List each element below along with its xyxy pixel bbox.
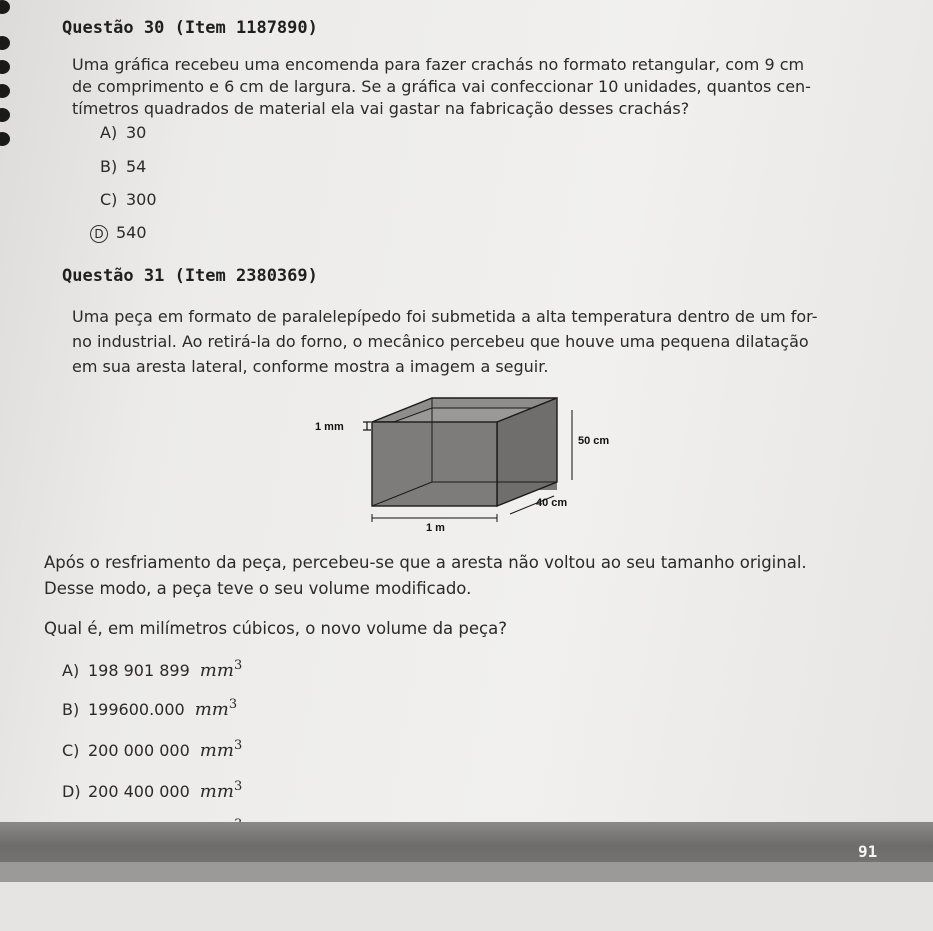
binding-hole [0,60,10,74]
question-30-title: Questão 30 (Item 1187890) [62,18,318,38]
question-30-line-2: de comprimento e 6 cm de largura. Se a gráfica vai confeccionar 10 unidades, quantos cen- [72,77,811,96]
binding-holes [0,0,20,200]
question-31-after-line-2: Desse modo, a peça teve o seu volume modificado. [44,579,472,598]
label-40cm: 40 cm [536,497,568,509]
q31-option-a[interactable] [62,658,242,681]
question-30-line-1: Uma gráfica recebeu uma encomenda para fazer crachás no formato retangular, com 9 cm [72,55,805,74]
q31-option-b[interactable] [62,697,237,720]
question-31-line-3: em sua aresta lateral, conforme mostra a imagem a seguir. [72,357,549,376]
parallelepiped-figure [310,390,630,540]
binding-hole [0,0,10,14]
option-text: 540 [116,223,147,242]
label-1m: 1 m [426,522,445,534]
option-letter: C) [100,190,118,209]
question-31-after-line-1: Após o resfriamento da peça, percebeu-se que a aresta não voltou ao seu tamanho original. [44,553,807,572]
option-letter: A) [62,661,80,680]
option-letter: B) [100,157,118,176]
q30-option-b[interactable] [100,157,146,176]
unit-label: $mm^3$ [194,697,238,720]
q30-option-d-selected[interactable] [90,223,147,243]
binding-hole [0,36,10,50]
q30-option-c[interactable] [100,190,157,209]
question-31-prompt: Qual é, em milímetros cúbicos, o novo volume da peça? [44,619,507,638]
option-text: 198 901 899 [88,661,190,680]
footer-stripe [0,862,933,882]
binding-hole [0,108,10,122]
option-letter: A) [100,123,118,142]
question-31-line-1: Uma peça em formato de paralelepípedo foi submetida a alta temperatura dentro de um for- [72,307,818,326]
option-letter: B) [62,700,80,719]
q30-option-a[interactable] [100,123,146,142]
label-50cm: 50 cm [578,435,610,447]
question-31-title: Questão 31 (Item 2380369) [62,266,318,286]
binding-hole [0,84,10,98]
question-31-line-2: no industrial. Ao retirá-la do forno, o mecânico percebeu que houve uma pequena dilatação [72,332,809,351]
circled-letter-icon: D [90,225,108,243]
option-text: 300 [126,190,157,209]
option-letter: C) [62,741,80,760]
option-text: 30 [126,123,147,142]
question-30-line-3: tímetros quadrados de material ela vai gastar na fabricação desses crachás? [72,99,690,118]
unit-label: $mm^3$ [199,779,243,802]
label-1mm: 1 mm [315,421,344,433]
option-text: 54 [126,157,147,176]
binding-hole [0,132,10,146]
option-text: 199600.000 [88,700,185,719]
box-front-face [372,422,497,506]
option-text: 200 000 000 [88,741,190,760]
footer-band [0,822,933,882]
unit-label: $mm^3$ [199,738,243,761]
option-text: 200 400 000 [88,782,190,801]
q31-option-c[interactable] [62,738,242,761]
page-bottom [0,882,933,931]
option-letter: D) [62,782,81,801]
unit-label: $mm^3$ [199,658,243,681]
q31-option-d[interactable] [62,779,242,802]
page-number: 91 [858,842,878,861]
